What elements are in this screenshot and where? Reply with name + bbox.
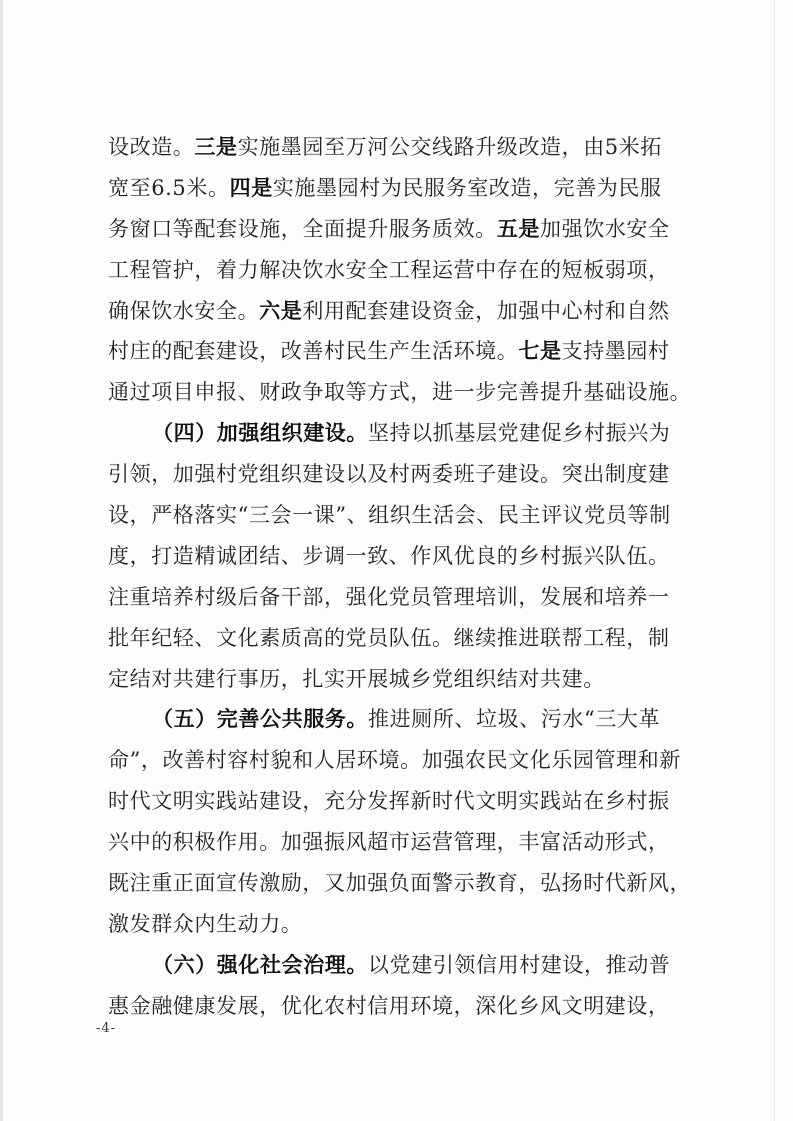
text-line	[108, 168, 698, 209]
body-text: 推进厕所、垃圾、污水“三大革	[368, 707, 661, 732]
section-heading-line	[108, 413, 698, 454]
text-line	[108, 127, 698, 168]
body-text: 工程管护，着力解决饮水安全工程运营中存在的短板弱项，	[108, 257, 670, 282]
text-line	[108, 822, 698, 863]
text-line	[108, 291, 698, 332]
body-text: 激发群众内生动力。	[108, 911, 303, 936]
text-line	[108, 495, 698, 536]
text-line	[108, 577, 698, 618]
body-text: 确保饮水安全。	[108, 298, 260, 323]
body-text: 既注重正面宣传激励，又加强负面警示教育，弘扬时代新风，	[108, 871, 692, 896]
bold-text: （四）加强组织建设。	[152, 420, 368, 446]
text-line	[108, 372, 698, 413]
body-text: 加强饮水安全	[540, 216, 670, 241]
body-text: 以党建引领信用村建设，推动普	[368, 952, 671, 977]
text-line	[108, 536, 698, 577]
body-text: 设改造。	[108, 135, 195, 159]
bold-text: 六是	[259, 297, 303, 323]
body-text: 村庄的配套建设，改善村民生产生活环境。	[108, 339, 519, 364]
text-line	[108, 618, 698, 659]
body-text: 命”，改善村容村貌和人居环境。加强农民文化乐园管理和新	[108, 748, 681, 773]
bold-text: 三是	[194, 134, 238, 159]
text-line	[108, 454, 698, 495]
page-number: -4-	[96, 1021, 117, 1036]
body-text: 支持墨园村	[561, 339, 670, 364]
text-line	[108, 659, 698, 700]
text-line	[108, 331, 698, 372]
text-line	[108, 904, 698, 945]
body-text: 宽至6.5米。	[108, 175, 230, 200]
body-text: 时代文明实践站建设，充分发挥新时代文明实践站在乡村振	[108, 789, 670, 814]
text-line	[108, 250, 698, 291]
body-text: 实施墨园村为民服务室改造，完善为民服	[272, 175, 662, 200]
body-text: 通过项目申报、财政争取等方式，进一步完善提升基础设施。	[108, 380, 692, 405]
body-text: 度，打造精诚团结、步调一致、作风优良的乡村振兴队伍。	[108, 543, 670, 568]
body-text: 惠金融健康发展，优化农村信用环境，深化乡风文明建设，	[108, 993, 670, 1018]
text-line	[108, 209, 698, 250]
body-text: 坚持以抓基层党建促乡村振兴为	[368, 421, 671, 446]
scan-edge-right	[774, 0, 775, 1121]
body-text: 设，严格落实“三会一课”、组织生活会、民主评议党员等制	[108, 503, 671, 528]
bold-text: 七是	[518, 338, 562, 364]
document-body	[108, 127, 698, 1027]
bold-text: 五是	[496, 215, 541, 241]
body-text: 注重培养村级后备干部，强化党员管理培训，发展和培养一	[108, 584, 670, 609]
body-text: 批年纪轻、文化素质高的党员队伍。继续推进联帮工程，制	[108, 625, 670, 650]
text-line	[108, 863, 698, 904]
body-text: 实施墨园至万河公交线路升级改造，由5米拓	[237, 135, 662, 159]
scan-edge-left	[0, 0, 3, 1121]
section-heading-line	[108, 699, 698, 740]
body-text: 兴中的积极作用。加强振风超市运营管理，丰富活动形式，	[108, 830, 670, 855]
bold-text: （六）强化社会治理。	[152, 951, 368, 977]
body-text: 引领，加强村党组织建设以及村两委班子建设。突出制度建	[108, 462, 670, 487]
body-text: 定结对共建行事历，扎实开展城乡党组织结对共建。	[108, 666, 605, 691]
text-line	[108, 986, 698, 1027]
text-line	[108, 781, 698, 822]
text-line	[108, 740, 698, 781]
bold-text: （五）完善公共服务。	[152, 706, 368, 732]
body-text: 务窗口等配套设施，全面提升服务质效。	[108, 216, 497, 241]
section-heading-line	[108, 945, 698, 986]
bold-text: 四是	[229, 174, 273, 200]
body-text: 利用配套建设资金，加强中心村和自然	[302, 298, 670, 323]
